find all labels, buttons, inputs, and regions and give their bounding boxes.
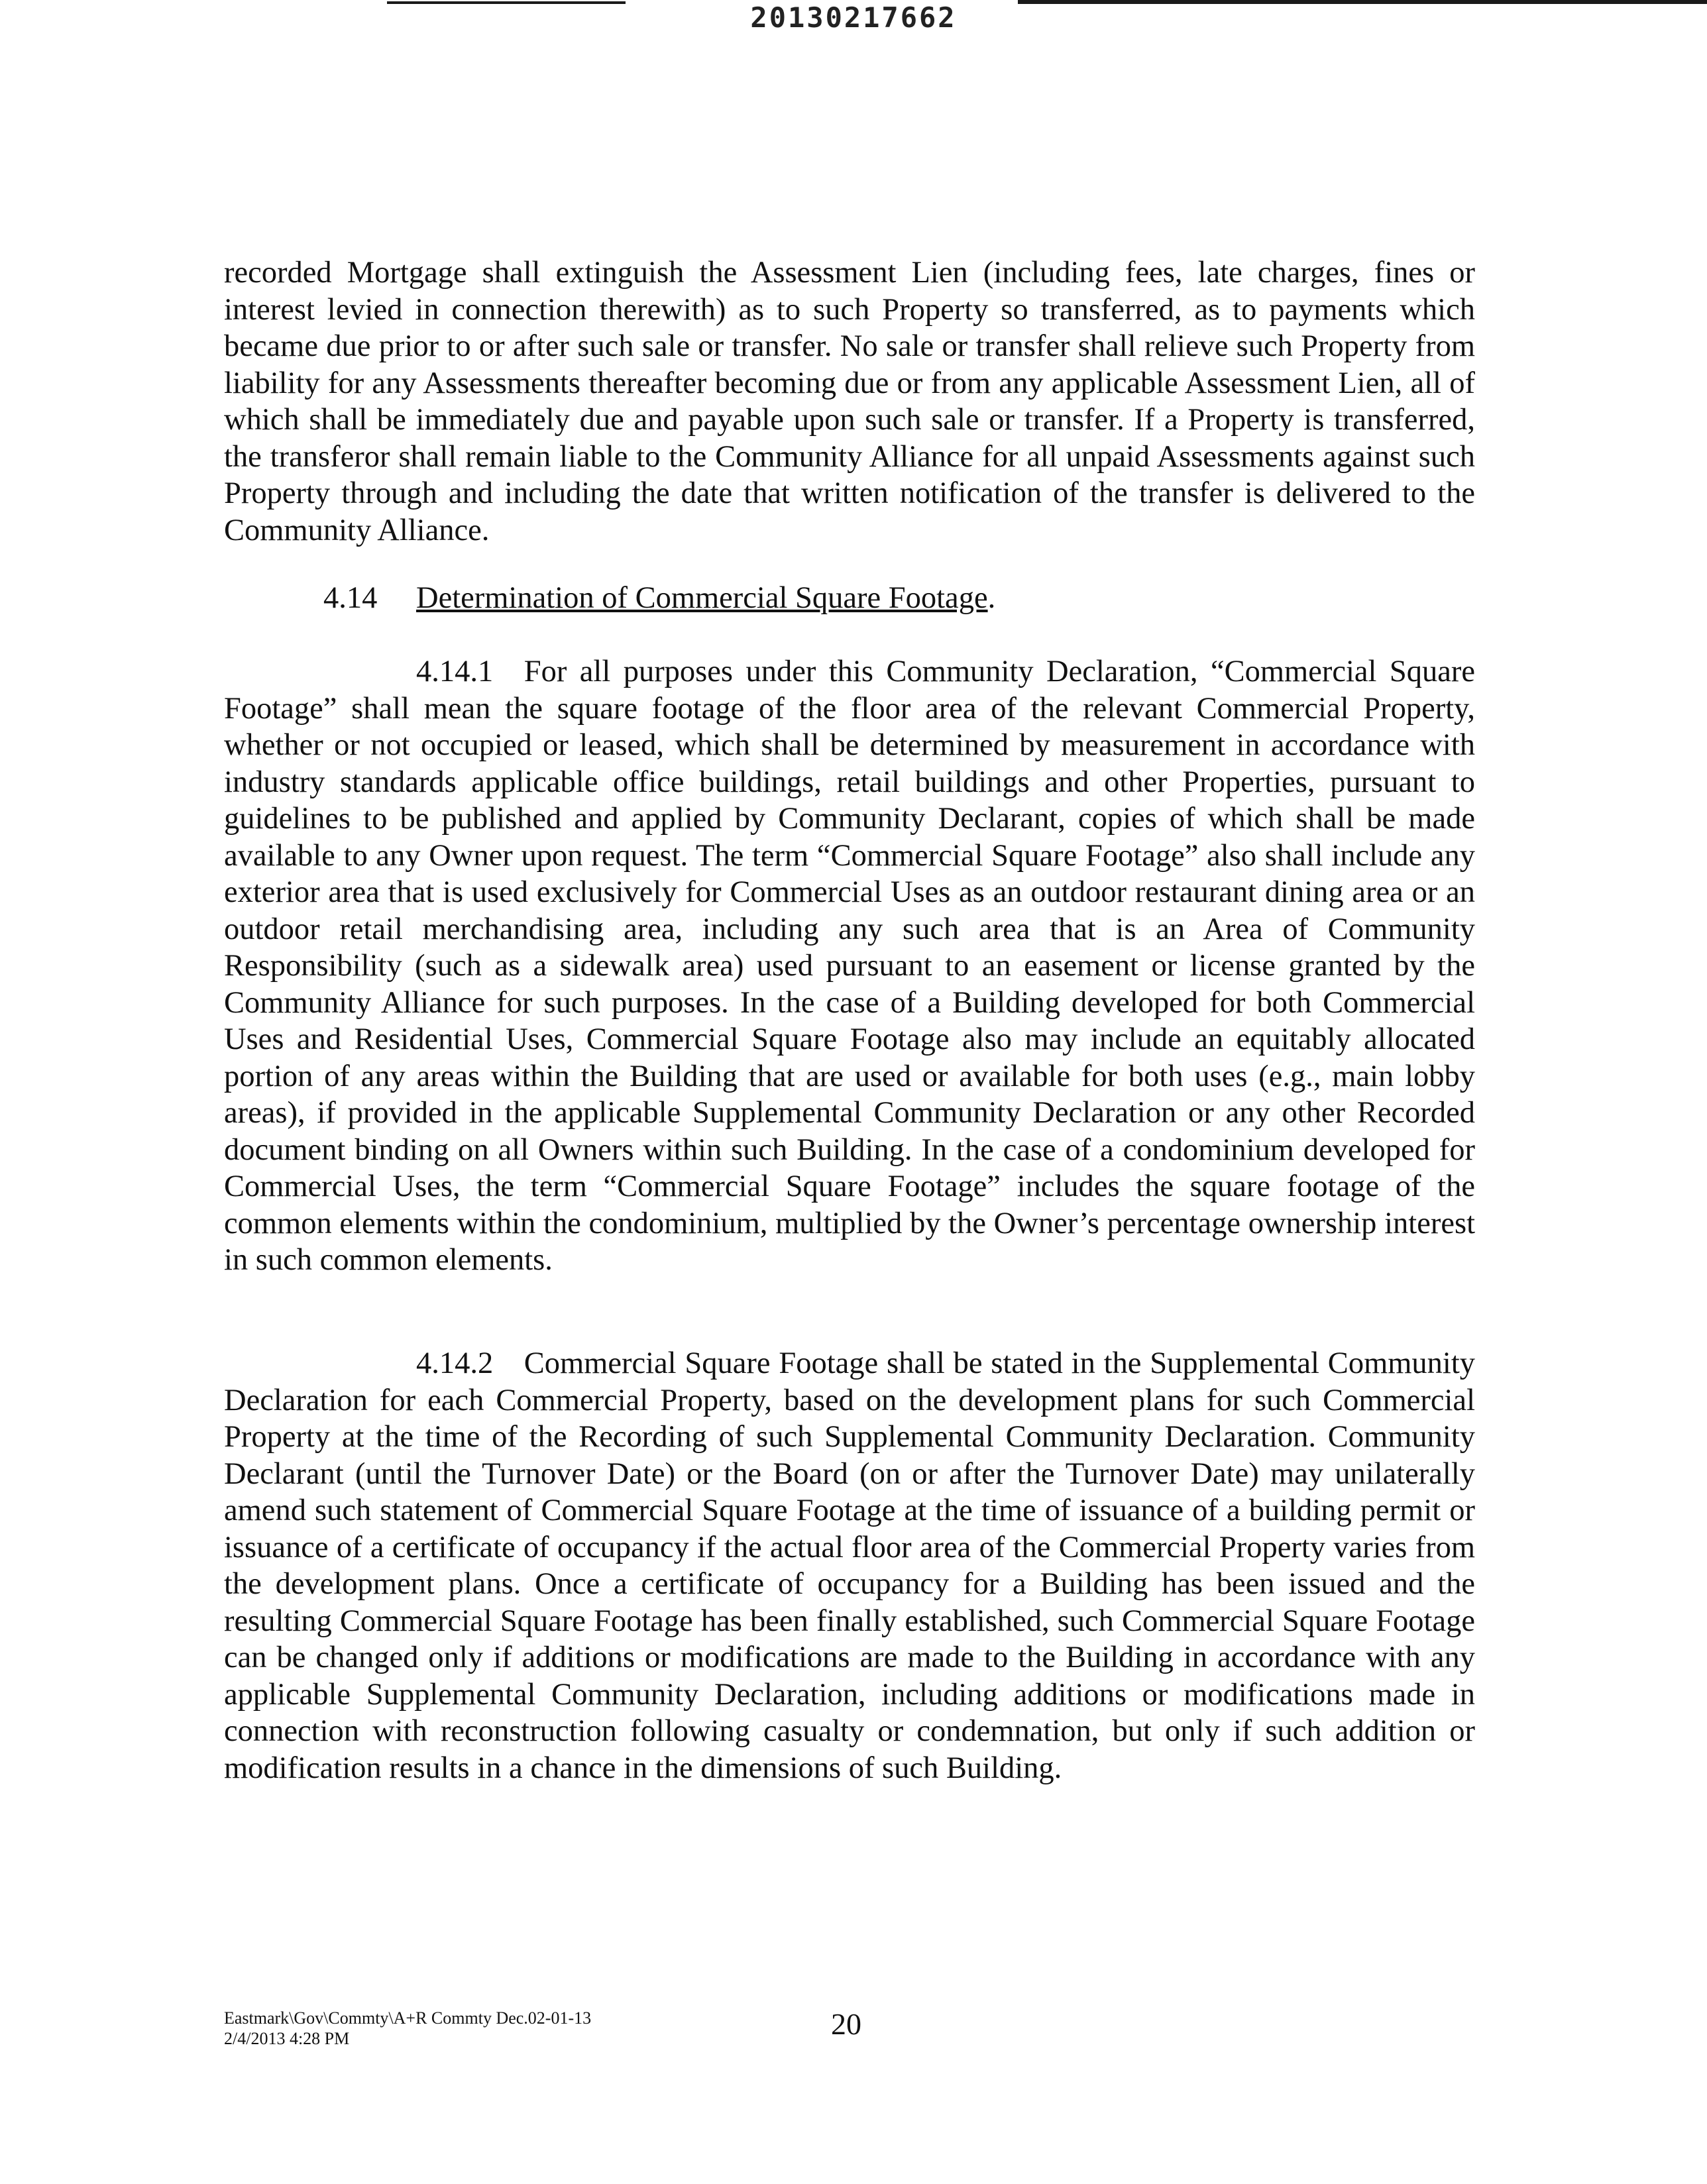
subsection-4-14-2: 4.14.2 Commercial Square Footage shall be stated in the Supplemental Community Declaration for each Commercial Property, based on the development plans for such Commercial Property at the time of the Recording of such Supplemental Community Declaration. Community Declarant (until the Turnover Date) or the Board (on or after the Turnover Date) may unilaterally amend such statement of Commercial Square Footage at the time of issuance of a building permit or issuance of a certificate of occupancy if the actual floor area of the Commercial Property varies from the development plans. Once a certificate of occupancy for a Building has been issued and the resulting Commercial Square Footage has been finally established, such Commercial Square Footage can be changed only if additions or modifications are made to the Building in accordance with any applicable Supplemental Community Declaration, including additions or modifications made in connection with reconstruction following casualty or condemnation, but only if such addition or modification results in a chance in the dimensions of such Building.	[224, 1346, 1475, 1785]
section-title: Determination of Commercial Square Footage	[416, 581, 988, 615]
paragraph-continuation: recorded Mortgage shall extinguish the Assessment Lien (including fees, late charges, fines or interest levied in connection therewith) as to such Property so transferred, as to payments which became due prior to or after such sale or transfer. No sale or transfer shall relieve such Property from liability for any Assessments thereafter becoming due or from any applicable Assessment Lien, all of which shall be immediately due and payable upon such sale or transfer. If a Property is transferred, the transferor shall remain liable to the Community Alliance for all unpaid Assessments against such Property through and including the date that written notification of the transfer is delivered to the Community Alliance.	[224, 256, 1475, 547]
page-number: 20	[831, 2007, 861, 2041]
footer-file-path: Eastmark\Gov\Commty\A+R Commty Dec.02-01-13	[224, 2008, 592, 2028]
document-number: 20130217662	[750, 1, 957, 34]
footer-file-info	[224, 2008, 591, 2049]
section-number: 4.14	[323, 581, 378, 615]
section-heading	[323, 580, 995, 617]
footer-timestamp: 2/4/2013 4:28 PM	[224, 2029, 350, 2048]
section-title-period: .	[987, 581, 996, 615]
subsection-4-14-1: 4.14.1 For all purposes under this Community Declaration, “Commercial Square Footage” shall mean the square footage of the floor area of the relevant Commercial Property, whether or not occupied or leased, which shall be determined by measurement in accordance with industry standards applicable office buildings, retail buildings and other Properties, pursuant to guidelines to be published and applied by Community Declarant, copies of which shall be made available to any Owner upon request. The term “Commercial Square Footage” also shall include any exterior area that is used exclusively for Commercial Uses as an outdoor restaurant dining area or an outdoor retail merchandising area, including any such area that is an Area of Community Responsibility (such as a sidewalk area) used pursuant to an easement or license granted by the Community Alliance for such purposes. In the case of a Building developed for both Commercial Uses and Residential Uses, Commercial Square Footage also may include an equitably allocated portion of any areas within the Building that are used or available for both uses (e.g., main lobby areas), if provided in the applicable Supplemental Community Declaration or any other Recorded document binding on all Owners within such Building. In the case of a condominium developed for Commercial Uses, the term “Commercial Square Footage” includes the square footage of the common elements within the condominium, multiplied by the Owner’s percentage ownership interest in such common elements.	[224, 655, 1475, 1277]
